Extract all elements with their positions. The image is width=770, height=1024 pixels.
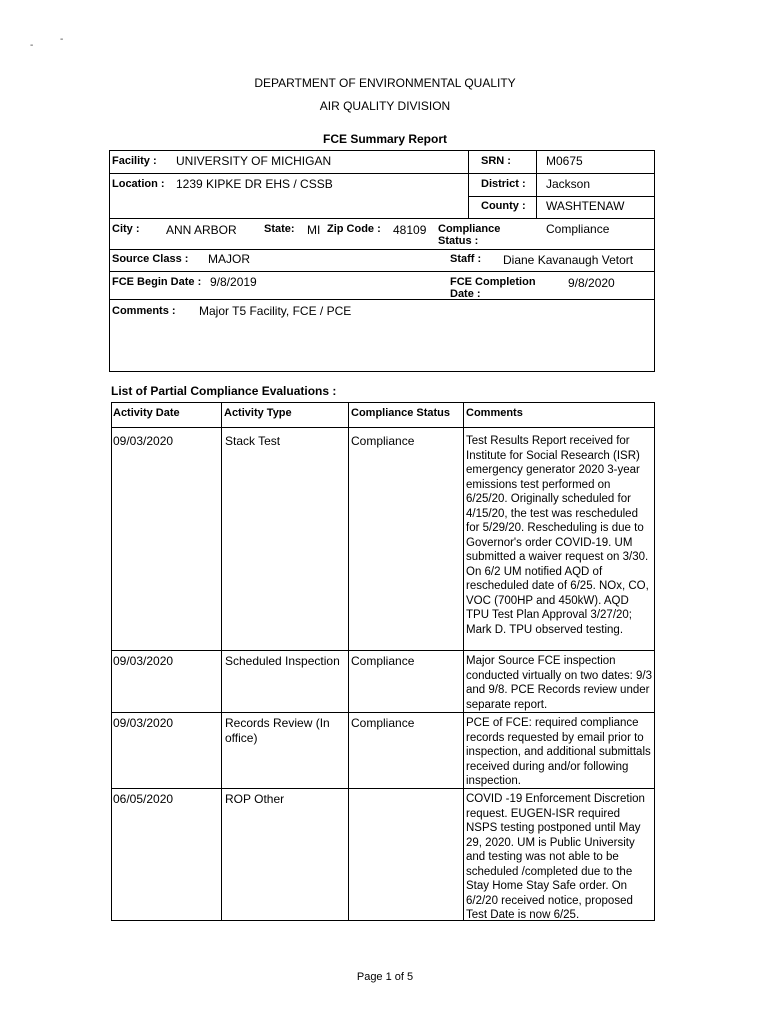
row-compliance-status: Compliance	[351, 434, 415, 448]
facility-value: UNIVERSITY OF MICHIGAN	[176, 154, 332, 168]
compliance-label: Compliance	[438, 223, 501, 235]
staff-label: Staff :	[450, 253, 482, 265]
district-value: Jackson	[546, 177, 591, 191]
row-comments: Test Results Report received for Institute for Social Research (ISR) emergency generator 2020 3-year emissions test performed on 6/25/20. Originally scheduled for 4/15/20, the test was rescheduled for 5/29/20. Rescheduling is due to Governor's order COVID-19. UM submitted a waiver request on 3/30. On 6/2 UM notified AQD of rescheduled date of 6/25. NOx, CO, VOC (700HP and 450kW). AQD TPU Test Plan Approval 3/27/20; Mark D. TPU observed testing.	[466, 435, 649, 636]
county-label: County :	[481, 200, 526, 212]
page-number: Page 1 of 5	[356, 971, 414, 983]
begin-date-label: FCE Begin Date :	[112, 276, 202, 288]
srn-label: SRN :	[481, 155, 511, 167]
scan-mark: -	[30, 40, 34, 51]
city-label: City :	[112, 223, 140, 235]
row-activity-date: 09/03/2020	[113, 654, 174, 668]
row-comments: PCE of FCE: required compliance records requested by email prior to inspection, and additional submittals received during and/or following inspection.	[466, 717, 651, 787]
compliance-value: Compliance	[546, 222, 610, 236]
row-comments: Major Source FCE inspection conducted virtually on two dates: 9/3 and 9/8. PCE Records review under separate report.	[466, 655, 653, 711]
row-activity-date: 09/03/2020	[113, 434, 174, 448]
col-header-activity-type: Activity Type	[224, 407, 292, 419]
col-header-activity-date: Activity Date	[113, 407, 180, 419]
state-label: State:	[264, 223, 295, 235]
comments-value: Major T5 Facility, FCE / PCE	[199, 304, 352, 318]
row-activity-date: 06/05/2020	[113, 792, 174, 806]
row-activity-type: ROP Other	[225, 792, 285, 806]
scan-mark: -	[60, 34, 64, 45]
completion-date-label: FCE Completion	[450, 276, 536, 288]
division-title: AIR QUALITY DIVISION	[319, 99, 451, 113]
city-value: ANN ARBOR	[166, 223, 237, 237]
row-activity-type: Records Review (In office)	[225, 716, 330, 745]
compliance-label-status: Status :	[438, 235, 479, 247]
location-value: 1239 KIPKE DR EHS / CSSB	[176, 177, 333, 191]
row-activity-date: 09/03/2020	[113, 716, 174, 730]
source-class-value: MAJOR	[208, 252, 250, 266]
pce-section-title: List of Partial Compliance Evaluations :	[111, 384, 337, 398]
row-compliance-status: Compliance	[351, 716, 415, 730]
county-value: WASHTENAW	[546, 199, 625, 213]
report-title: FCE Summary Report	[322, 132, 448, 146]
department-title: DEPARTMENT OF ENVIRONMENTAL QUALITY	[254, 76, 516, 90]
row-comments: COVID -19 Enforcement Discretion request. EUGEN-ISR required NSPS testing postponed until May 29, 2020. UM is Public University and testing was not able to be scheduled /completed due to the Stay Home Stay Safe order. On 6/2/20 received notice, proposed Test Date is now 6/25.	[466, 793, 645, 921]
completion-date-label-2: Date :	[450, 288, 481, 300]
state-value: MI	[307, 223, 321, 237]
row-activity-type: Stack Test	[225, 434, 281, 448]
begin-date-value: 9/8/2019	[210, 275, 257, 289]
zip-label: Zip Code :	[327, 223, 381, 235]
row-compliance-status: Compliance	[351, 654, 415, 668]
source-class-label: Source Class :	[112, 253, 189, 265]
col-header-comments: Comments	[466, 407, 523, 419]
facility-label: Facility :	[112, 155, 157, 167]
row-activity-type: Scheduled Inspection	[225, 654, 340, 668]
zip-value: 48109	[393, 223, 427, 237]
location-label: Location :	[112, 178, 165, 190]
comments-label: Comments :	[112, 305, 176, 317]
srn-value: M0675	[546, 154, 583, 168]
staff-value: Diane Kavanaugh Vetort	[503, 253, 634, 267]
completion-date-value: 9/8/2020	[568, 276, 615, 290]
col-header-compliance-status: Compliance Status	[351, 407, 451, 419]
district-label: District :	[481, 178, 526, 190]
